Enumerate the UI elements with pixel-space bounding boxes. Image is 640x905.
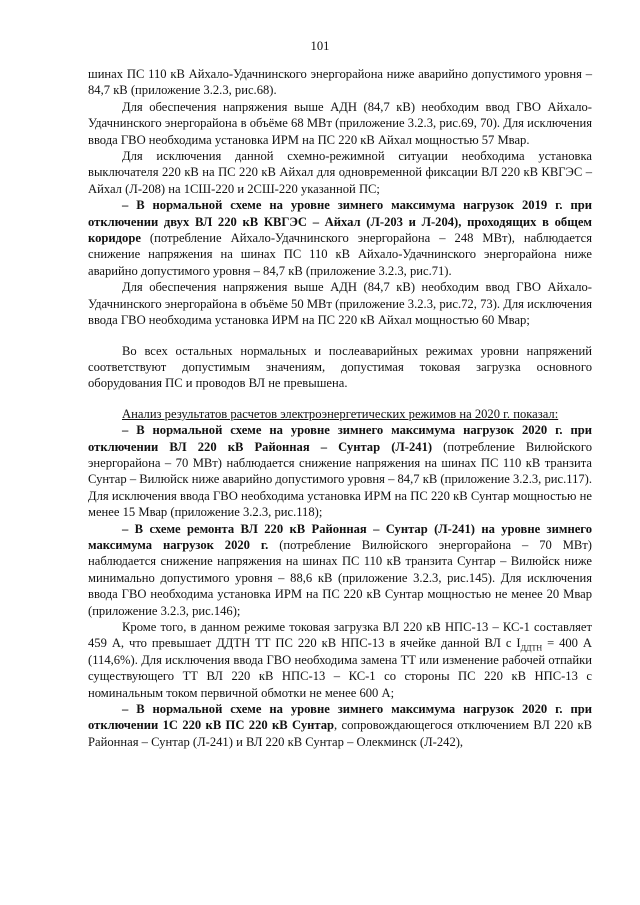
spacer: [88, 392, 592, 406]
paragraph-10-text-b: = 400 А (114,6%). Для исключения ввода ГВО необходима замена ТТ или изменение рабочей отпайки существующего ТТ ВЛ 220 кВ НПС-13 – КС-1 со стороны ПС 220 кВ НПС-13 с номинальным током первичной обмотки не менее 600 А;: [88, 636, 592, 700]
paragraph-11-bold: – В нормальной схеме на уровне зимнего максимума нагрузок 2020 г. при отключении 1С 220 кВ ПС 220 кВ Сунтар: [88, 702, 592, 733]
paragraph-2: Для обеспечения напряжения выше АДН (84,7 кВ) необходим ввод ГВО Айхало-Удачнинского энергорайона в объёме 68 МВт (приложение 3.2.3, рис.69, 70). Для исключения ввода ГВО необходима установка ИРМ на ПС 220 кВ Айхал мощностью 57 Мвар.: [88, 99, 592, 147]
section-intro: Анализ результатов расчетов электроэнергетических режимов на 2020 г. показал:: [122, 406, 559, 421]
paragraph-4-text: (потребление Айхало-Удачнинского энергорайона – 248 МВт), наблюдается снижение напряжения на шинах ПС 110 кВ Айхало-Удачнинского энергорайона ниже аварийно допустимого уровня – 84,7 кВ (приложение 3.2.3, рис.71).: [88, 231, 592, 278]
paragraph-11: [88, 701, 592, 750]
paragraph-1: шинах ПС 110 кВ Айхало-Удачнинского энергорайона ниже аварийно допустимого уровня – 84,7 кВ (приложение 3.2.3, рис.68).: [88, 67, 592, 98]
current-subscript: ДДТН: [520, 643, 543, 653]
paragraph-8: [88, 422, 592, 520]
paragraph-6: Во всех остальных нормальных и послеаварийных режимах уровни напряжений соответствуют допустимым значениям, допустимая токовая загрузка основного оборудования ПС и проводов ВЛ не превышена.: [88, 343, 592, 391]
paragraph-10-text-a: Кроме того, в данном режиме токовая загрузка ВЛ 220 кВ НПС-13 – КС-1 составляет 459 А, что превышает ДДТН ТТ ПС 220 кВ НПС-13 в ячейке данной ВЛ с I: [88, 620, 592, 651]
paragraph-9: [88, 521, 592, 619]
paragraph-11-text: , сопровождающегося отключением ВЛ 220 кВ Районная – Сунтар (Л-241) и ВЛ 220 кВ Сунтар – Олекминск (Л-242),: [88, 718, 592, 749]
paragraph-4-bold: – В нормальной схеме на уровне зимнего максимума нагрузок 2019 г. при отключении двух ВЛ 220 кВ КВГЭС – Айхал (Л-203 и Л-204), проходящих в общем коридоре: [88, 198, 592, 246]
page-number: 101: [310, 39, 330, 53]
paragraph-10: [88, 619, 592, 701]
paragraph-9-text: (потребление Вилюйского энергорайона – 70 МВт) наблюдается снижение напряжения на шинах ПС 110 кВ транзита Сунтар – Вилюйск ниже минимально допустимого уровня – 88,6 кВ (приложение 3.2.3, рис.145). Для исключения ввода ГВО необходима установка ИРМ на ПС 220 кВ Сунтар мощностью не менее 20 Мвар (приложение 3.2.3, рис.146);: [88, 537, 592, 618]
spacer: [88, 329, 592, 343]
paragraph-8-text: (потребление Вилюйского энергорайона – 70 МВт) наблюдается снижение напряжения на шинах ПС 110 кВ транзита Сунтар – Вилюйск ниже аварийно допустимого уровня – 84,7 кВ (приложение 3.2.3, рис.117). Для исключения ввода ГВО необходима установка ИРМ на ПС 220 кВ Сунтар мощностью не менее 15 Мвар (приложение 3.2.3, рис.118);: [88, 439, 592, 520]
paragraph-8-bold: – В нормальной схеме на уровне зимнего максимума нагрузок 2020 г. при отключении ВЛ 220 кВ Районная – Сунтар (Л-241): [88, 423, 592, 454]
paragraph-4: [88, 197, 592, 279]
paragraph-9-bold: – В схеме ремонта ВЛ 220 кВ Районная – Сунтар (Л-241) на уровне зимнего максимума нагрузок 2020 г.: [88, 521, 592, 552]
page-body: [88, 66, 592, 750]
paragraph-5: Для обеспечения напряжения выше АДН (84,7 кВ) необходим ввод ГВО Айхало-Удачнинского энергорайона в объёме 50 МВт (приложение 3.2.3, рис.72, 73). Для исключения ввода ГВО необходима установка ИРМ на ПС 220 кВ Айхал мощностью 60 Мвар;: [88, 280, 592, 328]
paragraph-3: Для исключения данной схемно-режимной ситуации необходима установка выключателя 220 кВ на ПС 220 кВ Айхал для одновременной фиксации ВЛ 220 кВ КВГЭС – Айхал (Л-208) на 1СШ-220 и 2СШ-220 указанной ПС;: [88, 149, 592, 196]
